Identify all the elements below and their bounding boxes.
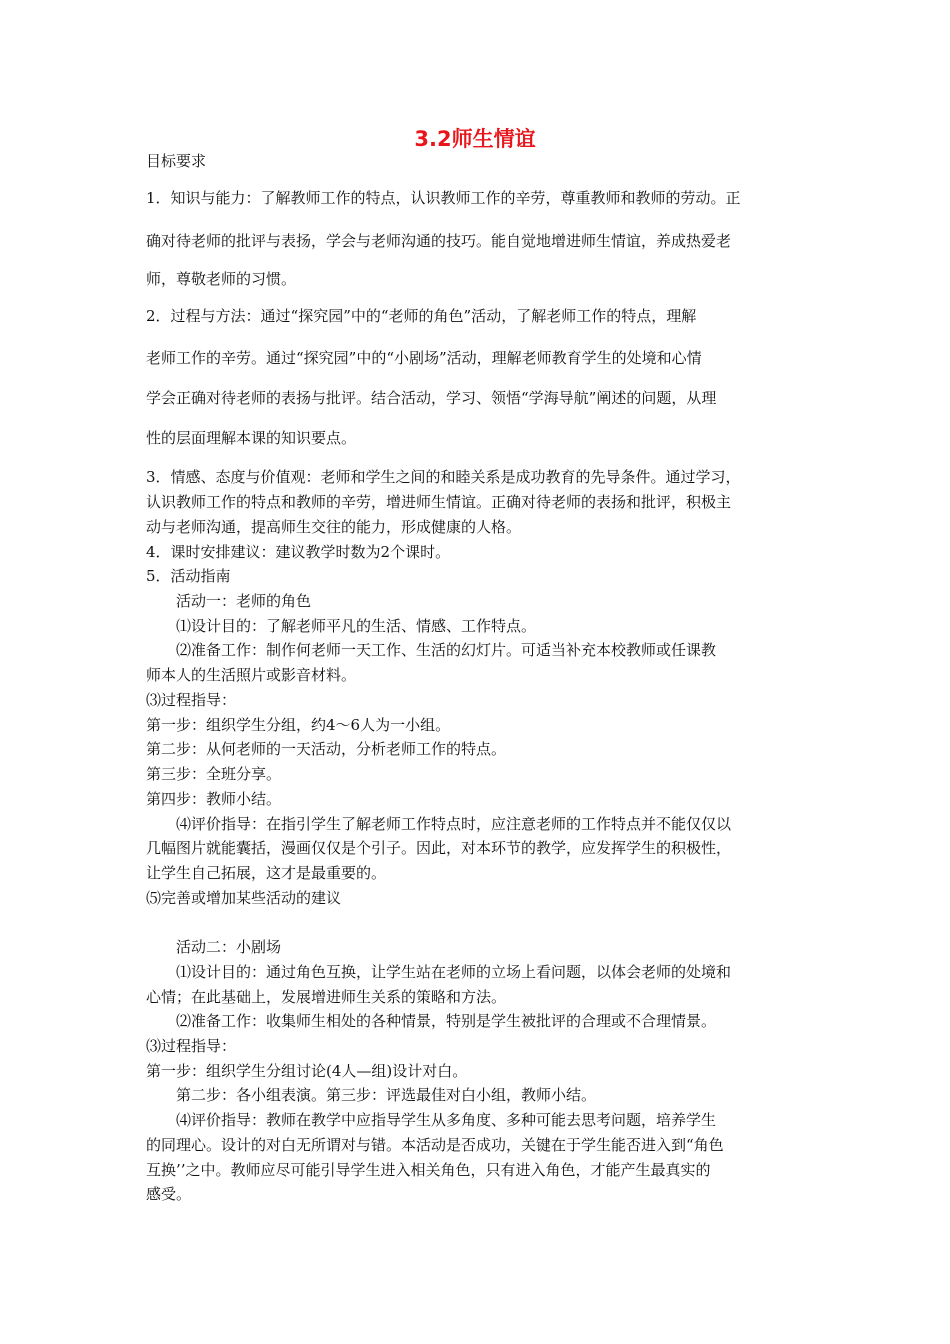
text-line: 让学生自己拓展，这才是最重要的。: [146, 864, 387, 882]
text-line: 第三步：全班分享。: [146, 765, 282, 783]
text-line: ⑶过程指导：: [146, 691, 237, 709]
text-line: ⑴设计目的：了解老师平凡的生活、情感、工作特点。: [176, 617, 537, 635]
text-line: 心情；在此基础上，发展增进师生关系的策略和方法。: [146, 988, 507, 1006]
text-line: 确对待老师的批评与表扬，学会与老师沟通的技巧。能自觉地增进师生情谊，养成热爱老: [146, 232, 732, 250]
text-line: ⑵准备工作：制作何老师一天工作、生活的幻灯片。可适当补充本校教师或任课教: [176, 641, 717, 659]
text-line: 互换’’之中。教师应尽可能引导学生进入相关角色，只有进入角色，才能产生最真实的: [146, 1161, 711, 1179]
text-line: 感受。: [146, 1185, 192, 1203]
text-line: 师本人的生活照片或影音材料。: [146, 666, 357, 684]
text-line: 第一步：组织学生分组，约4～6人为一小组。: [146, 716, 451, 734]
text-line: 第一步：组织学生分组讨论(4人—组)设计对白。: [146, 1062, 468, 1080]
text-line: ⑸完善或增加某些活动的建议: [146, 889, 342, 907]
text-line: 性的层面理解本课的知识要点。: [146, 429, 357, 447]
text-line: 2．过程与方法：通过“探究园”中的“老师的角色”活动，了解老师工作的特点，理解: [146, 307, 697, 325]
text-line: 认识教师工作的特点和教师的辛劳，增进师生情谊。正确对待老师的表扬和批评，积极主: [146, 493, 732, 511]
text-line: 4．课时安排建议：建议教学时数为2个课时。: [146, 543, 451, 561]
text-line: 3．情感、态度与价值观：老师和学生之间的和睦关系是成功教育的先导条件。通过学习，: [146, 468, 741, 486]
document-title: 3.2师生情谊: [414, 127, 536, 151]
text-line: ⑴设计目的：通过角色互换，让学生站在老师的立场上看问题，以体会老师的处境和: [176, 963, 732, 981]
text-line: ⑶过程指导：: [146, 1037, 237, 1055]
text-line: 第二步：各小组表演。第三步：评选最佳对白小组，教师小结。: [176, 1086, 597, 1104]
text-line: 的同理心。设计的对白无所谓对与错。本活动是否成功，关键在于学生能否进入到“角色: [146, 1136, 724, 1154]
text-line: 师，尊敬老师的习惯。: [146, 270, 297, 288]
text-line: 1．知识与能力：了解教师工作的特点，认识教师工作的辛劳，尊重教师和教师的劳动。正: [146, 189, 741, 207]
text-line: ⑷评价指导：教师在教学中应指导学生从多角度、多种可能去思考问题，培养学生: [176, 1111, 717, 1129]
text-line: 几幅图片就能囊括，漫画仅仅是个引子。因此，对本环节的教学，应发挥学生的积极性，: [146, 839, 732, 857]
text-line: 动与老师沟通，提高师生交往的能力，形成健康的人格。: [146, 518, 522, 536]
text-line: 5．活动指南: [146, 567, 231, 585]
text-line: 学会正确对待老师的表扬与批评。结合活动，学习、领悟“学海导航”阐述的问题，从理: [146, 389, 717, 407]
text-line: 第四步：教师小结。: [146, 790, 282, 808]
text-line: 第二步：从何老师的一天活动，分析老师工作的特点。: [146, 740, 507, 758]
activity-heading: 活动二：小剧场: [176, 938, 282, 956]
activity-heading: 活动一：老师的角色: [176, 592, 312, 610]
text-line: 老师工作的辛劳。通过“探究园”中的“小剧场”活动，理解老师教育学生的处境和心情: [146, 349, 702, 367]
text-line: ⑷评价指导：在指引学生了解老师工作特点时，应注意老师的工作特点并不能仅仅以: [176, 815, 732, 833]
section-heading-objectives: 目标要求: [146, 152, 207, 170]
text-line: ⑵准备工作：收集师生相处的各种情景，特别是学生被批评的合理或不合理情景。: [176, 1012, 717, 1030]
